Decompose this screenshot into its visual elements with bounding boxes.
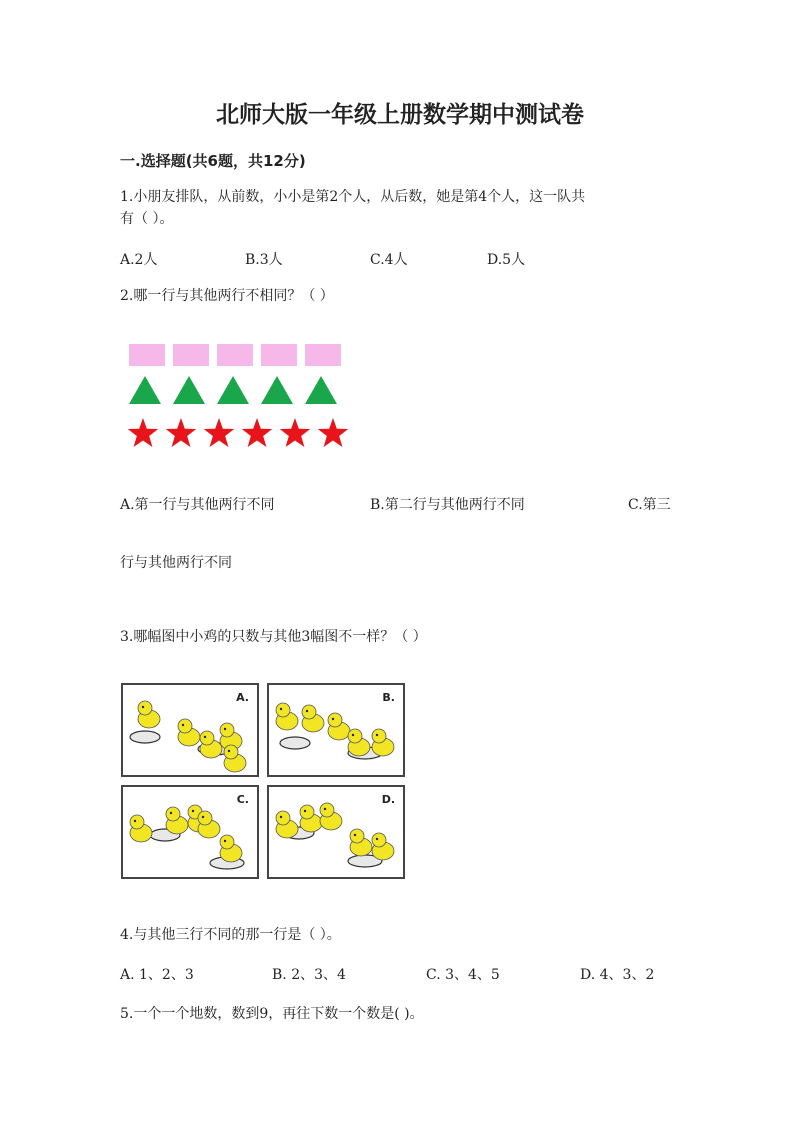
question-4-option-a[interactable]: A. 1、2、3 bbox=[120, 967, 194, 983]
chick bbox=[350, 829, 372, 856]
chick-panel-c[interactable] bbox=[121, 785, 259, 879]
star-shape bbox=[242, 418, 272, 447]
question-4-option-c[interactable]: C. 3、4、5 bbox=[426, 967, 500, 983]
question-2-option-b[interactable]: B.第二行与其他两行不同 bbox=[370, 497, 525, 513]
chick-panel-d[interactable] bbox=[267, 785, 405, 879]
chick bbox=[198, 811, 220, 838]
chick-panel-a[interactable] bbox=[121, 683, 259, 777]
triangle-shape bbox=[261, 376, 293, 404]
chick-panel-b-label: B. bbox=[382, 691, 395, 704]
rectangle-shape bbox=[129, 344, 165, 366]
triangle-shape bbox=[217, 376, 249, 404]
chick bbox=[276, 703, 298, 730]
chick bbox=[348, 729, 370, 756]
rectangle-shape bbox=[261, 344, 297, 366]
chick-panel-b[interactable] bbox=[267, 683, 405, 777]
star-shape bbox=[280, 418, 310, 447]
question-1-option-a[interactable]: A.2人 bbox=[120, 252, 158, 268]
feed-bowl bbox=[280, 737, 310, 749]
question-1-stem bbox=[120, 186, 680, 230]
rectangle-shape bbox=[173, 344, 209, 366]
chicks-figure bbox=[121, 683, 406, 881]
triangle-shape bbox=[305, 376, 337, 404]
chick-panel-d-label: D. bbox=[381, 793, 395, 806]
chick bbox=[372, 729, 394, 756]
chick bbox=[200, 731, 222, 758]
chick bbox=[178, 719, 200, 746]
section-heading: 一.选择题(共6题，共12分) bbox=[120, 152, 306, 170]
question-1-option-b[interactable]: B.3人 bbox=[245, 252, 283, 268]
chick-panel-c-label: C. bbox=[236, 793, 249, 806]
question-4-stem: 4.与其他三行不同的那一行是（ ）。 bbox=[120, 927, 341, 943]
chick bbox=[224, 745, 246, 772]
chick bbox=[302, 705, 324, 732]
question-2-option-c-continued: 行与其他两行不同 bbox=[120, 555, 232, 571]
chick bbox=[276, 811, 298, 838]
star-shape bbox=[204, 418, 234, 447]
question-1-option-c[interactable]: C.4人 bbox=[370, 252, 408, 268]
question-2-stem: 2.哪一行与其他两行不相同？（ ） bbox=[120, 288, 334, 304]
rectangle-shape bbox=[217, 344, 253, 366]
chick bbox=[372, 833, 394, 860]
chick bbox=[320, 803, 342, 830]
shapes-figure bbox=[125, 340, 355, 455]
rectangle-shape bbox=[305, 344, 341, 366]
question-2-option-a[interactable]: A.第一行与其他两行不同 bbox=[120, 497, 275, 513]
question-1-line-1: 1.小朋友排队，从前数，小小是第2个人，从后数，她是第4个人，这一队共 bbox=[120, 189, 586, 205]
page-title: 北师大版一年级上册数学期中测试卷 bbox=[216, 102, 584, 128]
feed-bowl bbox=[130, 731, 160, 743]
question-1-option-d[interactable]: D.5人 bbox=[487, 252, 526, 268]
chick bbox=[328, 713, 350, 740]
chick bbox=[130, 815, 152, 842]
star-shape bbox=[166, 418, 196, 447]
question-4-option-b[interactable]: B. 2、3、4 bbox=[272, 967, 346, 983]
question-5-stem: 5.一个一个地数，数到9，再往下数一个数是( )。 bbox=[120, 1006, 424, 1022]
chick bbox=[138, 701, 160, 728]
chick bbox=[300, 805, 322, 832]
chick bbox=[166, 807, 188, 834]
star-shape bbox=[128, 418, 158, 447]
question-4-option-d[interactable]: D. 4、3、2 bbox=[580, 967, 655, 983]
question-3-stem: 3.哪幅图中小鸡的只数与其他3幅图不一样？（ ） bbox=[120, 629, 427, 645]
chick-panel-a-label: A. bbox=[236, 691, 249, 704]
chick bbox=[220, 835, 242, 862]
triangle-shape bbox=[173, 376, 205, 404]
star-shape bbox=[318, 418, 348, 447]
question-1-line-2: 有（ ）。 bbox=[120, 211, 174, 227]
triangle-shape bbox=[129, 376, 161, 404]
question-2-option-c[interactable]: C.第三 bbox=[628, 497, 671, 513]
